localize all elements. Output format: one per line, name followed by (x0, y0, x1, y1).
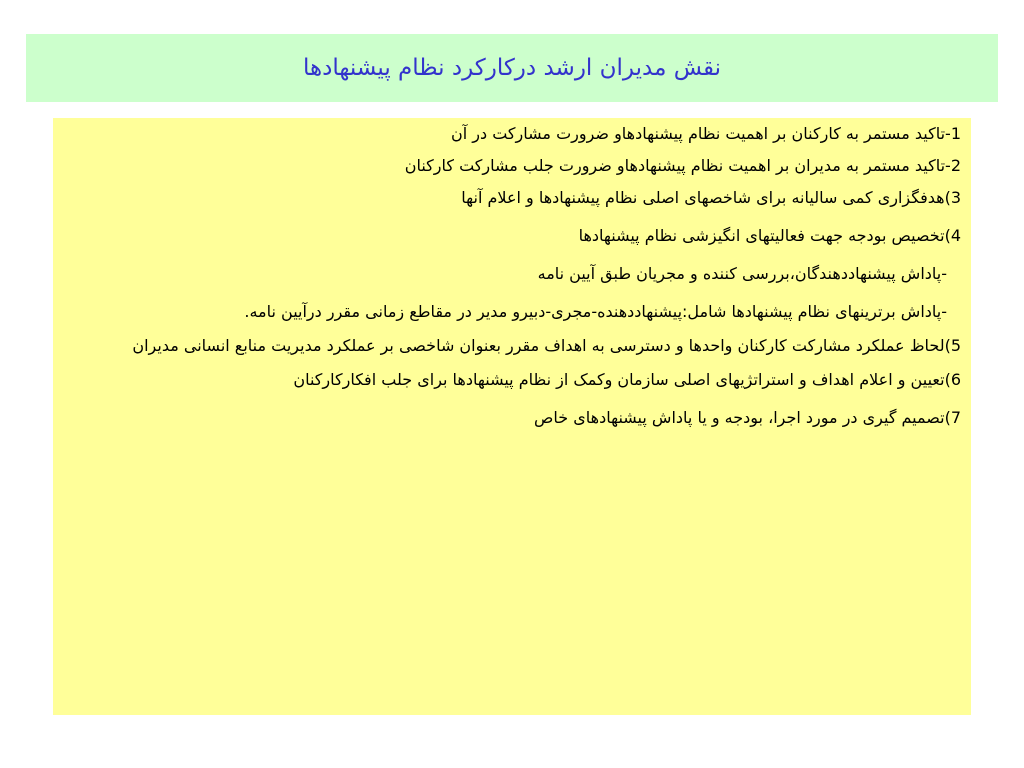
list-item: 4)تخصیص بودجه جهت فعالیتهای انگیزشی نظام پیشنهادها (578, 226, 961, 245)
slide-title: نقش مدیران ارشد درکارکرد نظام پیشنهادها (302, 55, 722, 81)
title-banner (26, 34, 998, 102)
list-item: 3)هدفگزاری کمی سالیانه برای شاخصهای اصلی نظام پیشنهادها و اعلام آنها (461, 188, 961, 207)
content-panel (53, 118, 971, 715)
list-item: 2-تاکید مستمر به مدیران بر اهمیت نظام پیشنهادهاو ضرورت جلب مشارکت کارکنان (404, 156, 961, 175)
list-item: 1-تاکید مستمر به کارکنان بر اهمیت نظام پیشنهادهاو ضرورت مشارکت در آن (450, 124, 961, 143)
sub-list-item: -پاداش پیشنهاددهندگان،بررسی کننده و مجریان طبق آیین نامه (537, 264, 947, 283)
list-item: 5)لحاظ عملکرد مشارکت کارکنان واحدها و دسترسی به اهداف مقرر بعنوان شاخصی بر عملکرد مدیریت منابع انسانی مدیران (132, 336, 961, 355)
list-item: 7)تصمیم گیری در مورد اجرا، بودجه و یا پاداش پیشنهادهای خاص (534, 408, 961, 427)
list-item: 6)تعیین و اعلام اهداف و استراتژیهای اصلی سازمان وکمک از نظام پیشنهادها برای جلب افکارکارکنان (293, 370, 961, 389)
sub-list-item: -پاداش برترینهای نظام پیشنهادها شامل:پیشنهاددهنده-مجری-دبیرو مدیر در مقاطع زمانی مقرر درآیین نامه. (244, 302, 947, 321)
